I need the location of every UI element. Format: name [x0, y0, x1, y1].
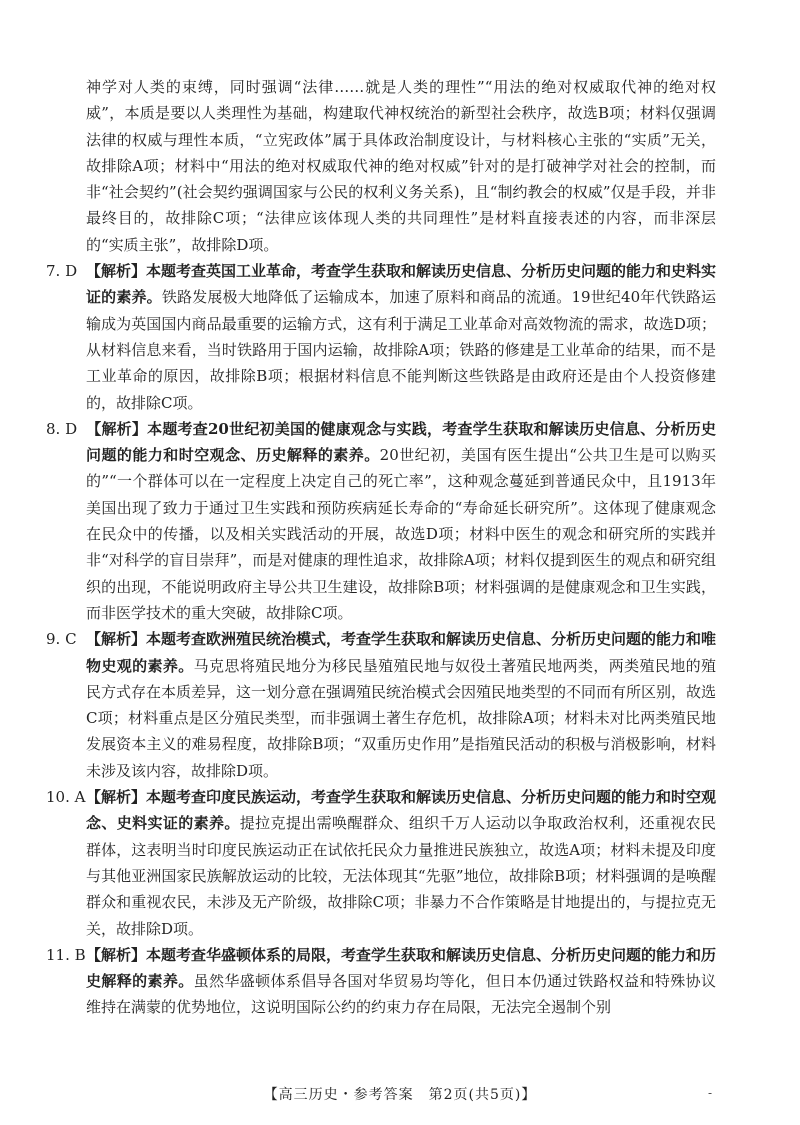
- answer-text: [46, 74, 717, 1021]
- item-body: 铁路发展极大地降低了运输成本，加速了原料和商品的流通。19世纪40年代铁路运输成为英国国内商品最重要的运输方式，这有利于满足工业革命对高效物流的需求，故选D项；从材料信息来看，当时铁路用于国内运输，故排除A项；铁路的修建是工业革命的结果，而不是工业革命的原因，故排除B项；根据材料信息不能判断这些铁路是由政府还是由个人投资修建的，故排除C项。: [86, 288, 716, 412]
- item-number: 11. B: [46, 945, 86, 964]
- item-body: 马克思将殖民地分为移民垦殖殖民地与奴役土著殖民地两类，两类殖民地的殖民方式存在本质差异，这一划分意在强调殖民统治模式会因殖民地类型的不同而有所区别，故选C项；材料重点是区分殖民类型，而非强调土著生存危机，故排除A项；材料未对比两类殖民地发展资本主义的难易程度，故排除B项；“双重历史作用”是指殖民活动的积极与消极影响，材料未涉及该内容，故排除D项。: [86, 656, 717, 780]
- item-number: 7. D: [46, 262, 78, 281]
- answer-item-10: [46, 784, 717, 942]
- corner-mark: -: [708, 1086, 713, 1100]
- answer-item-8: [46, 416, 716, 626]
- answer-item-11: [46, 942, 717, 1021]
- continued-paragraph: [86, 74, 716, 258]
- paragraph-body: 神学对人类的束缚，同时强调“法律……就是人类的理性”“用法的绝对权威取代神的绝对权威”，本质是要以人类理性为基础，构建取代神权统治的新型社会秩序，故选B项；材料仅强调法律的权威与理性本质，“立宪政体”属于具体政治制度设计，与材料核心主张的“实质”无关，故排除A项；材料中“用法的绝对权威取代神的绝对权威”针对的是打破神学对社会的控制，而非“社会契约”(社会契约强调国家与公民的权利义务关系)，且“制约教会的权威”仅是手段，并非最终目的，故排除C项；“法律应该体现人类的共同理性”是材料直接表述的内容，而非深层的“实质主张”，故排除D项。: [86, 78, 716, 254]
- item-lead: 【解析】本题考查华盛顿体系的局限，考查学生获取和解读历史信息、分析历史问题的能力和历史解释的素养。: [86, 945, 717, 991]
- answer-item-9: [46, 626, 717, 784]
- item-lead: 【解析】本题考查英国工业革命，考查学生获取和解读历史信息、分析历史问题的能力和史料实证的素养。: [86, 262, 717, 307]
- page-footer: 【高三历史・参考答案 第2页(共5页)】: [263, 1087, 537, 1103]
- item-body: 虽然华盛顿体系倡导各国对华贸易均等化，但日本仍通过铁路权益和特殊协议维持在满蒙的优势地位，这说明国际公约的约束力存在局限，无法完全遏制个别: [86, 972, 716, 1017]
- item-lead: 【解析】本题考查欧洲殖民统治模式，考查学生获取和解读历史信息、分析历史问题的能力和唯物史观的素养。: [86, 630, 717, 675]
- item-number: 9. C: [46, 630, 77, 649]
- item-number: 8. D: [46, 419, 78, 438]
- item-body: 提拉克提出需唤醒群众、组织千万人运动以争取政治权利，还重视农民群体，这表明当时印度民族运动正在试依托民众力量推进民族独立，故选A项；材料未提及印度与其他亚洲国家民族解放运动的比较，无法体现其“先驱”地位，故排除B项；材料强调的是唤醒群众和重视农民，未涉及无产阶级，故排除C项；非暴力不合作策略是甘地提出的，与提拉克无关，故排除D项。: [86, 814, 716, 938]
- item-lead: 【解析】本题考查20世纪初美国的健康观念与实践，考查学生获取和解读历史信息、分析历史问题的能力和时空观念、历史解释的素养。: [86, 419, 716, 465]
- item-number: 10. A: [46, 788, 86, 807]
- item-lead: 【解析】本题考查印度民族运动，考查学生获取和解读历史信息、分析历史问题的能力和时空观念、史料实证的素养。: [86, 788, 717, 833]
- item-body: 20世纪初，美国有医生提出“公共卫生是可以购买的”“一个群体可以在一定程度上决定自己的死亡率”，这种观念蔓延到普通民众中，且1913年美国出现了致力于通过卫生实践和预防疾病延长寿命的“寿命延长研究所”。这体现了健康观念在民众中的传播，以及相关实践活动的开展，故选D项；材料中医生的观念和研究所的实践并非“对科学的盲目崇拜”，而是对健康的理性追求，故排除A项；材料仅提到医生的观点和研究组织的出现，不能说明政府主导公共卫生建设，故排除B项；材料强调的是健康观念和卫生实践，而非医学技术的重大突破，故排除C项。: [86, 446, 716, 622]
- answer-item-7: [46, 258, 717, 416]
